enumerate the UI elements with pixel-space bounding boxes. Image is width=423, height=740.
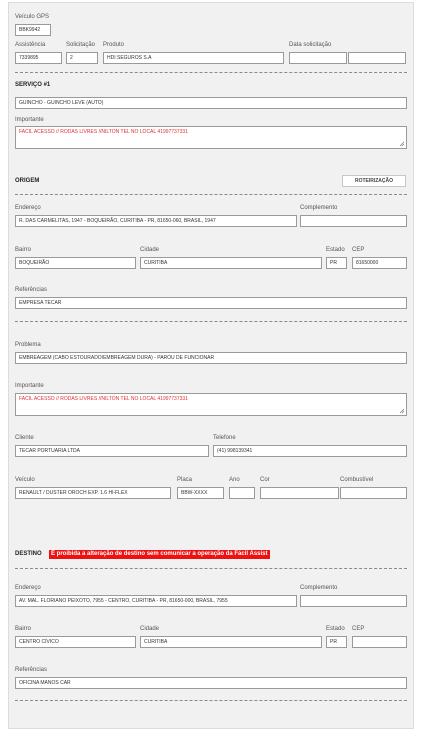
produto-field[interactable]: HDI SEGUROS S.A (103, 52, 284, 64)
solicitacao-label: Solicitação (66, 42, 96, 48)
servico-importante-textarea[interactable] (15, 126, 407, 149)
divider (15, 72, 407, 73)
origem-referencias-label: Referências (15, 287, 48, 293)
destino-endereco-field[interactable]: AV. MAL. FLORIANO PEIXOTO, 7955 - CENTRO, CURITIBA - PR, 81650-000, BRASIL, 7955 (15, 595, 297, 607)
destino-warning-badge: É proibida a alteração de destino sem comunicar a operação da Fácil Assist (51, 551, 268, 557)
destino-cidade-label: Cidade (140, 626, 160, 632)
produto-label: Produto (103, 42, 125, 48)
origem-cidade-field[interactable]: CURITIBA (140, 257, 322, 269)
origem-bairro-label: Bairro (15, 247, 32, 253)
data-solicitacao-label: Data solicitação (289, 42, 332, 48)
origem-bairro-field[interactable]: BOQUEIRÃO (15, 257, 136, 269)
resize-grip-icon[interactable] (399, 141, 405, 147)
combustivel-label: Combustível (340, 477, 374, 483)
assistencia-label: Assistência (15, 42, 46, 48)
combustivel-field[interactable] (340, 487, 407, 499)
veiculo-label: Veículo (15, 477, 35, 483)
origem-cep-field[interactable]: 81650000 (352, 257, 407, 269)
destino-referencias-label: Referências (15, 667, 48, 673)
servico-importante-label: Importante (15, 117, 44, 123)
origem-cep-label: CEP (352, 247, 365, 253)
telefone-field[interactable]: (41) 998139341 (213, 445, 407, 457)
destino-cidade-field[interactable]: CURITIBA (140, 636, 322, 648)
servico-title: SERVIÇO #1 (15, 82, 51, 88)
divider (15, 568, 407, 569)
destino-cep-label: CEP (352, 626, 365, 632)
problema-importante-label: Importante (15, 383, 44, 389)
cliente-label: Cliente (15, 435, 34, 441)
destino-estado-field[interactable]: PR (326, 636, 347, 648)
cor-field[interactable] (260, 487, 339, 499)
origem-complemento-label: Complemento (300, 205, 338, 211)
origem-estado-label: Estado (326, 247, 345, 253)
origem-endereco-field[interactable]: R. DAS CARMELITAS, 1947 - BOQUEIRÃO, CURITIBA - PR, 81650-060, BRASIL, 1947 (15, 215, 297, 227)
origem-title: ORIGEM (15, 178, 40, 184)
destino-bairro-label: Bairro (15, 626, 32, 632)
destino-estado-label: Estado (326, 626, 345, 632)
origem-referencias-field[interactable]: EMPRESA TECAR (15, 297, 407, 309)
servico-importante-text: FACIL ACESSO // RODAS LIVRES //NILTON TEL NO LOCAL 41997737331 (19, 129, 188, 135)
veiculo-field[interactable]: RENAULT / DUSTER OROCH EXP. 1.6 HI-FLEX (15, 487, 171, 499)
telefone-label: Telefone (213, 435, 236, 441)
gps-label: Veículo GPS (15, 14, 50, 20)
destino-complemento-label: Complemento (300, 585, 338, 591)
servico-tipo-field[interactable]: GUINCHO - GUINCHO LEVE (AUTO) (15, 97, 407, 109)
solicitacao-field[interactable]: 2 (66, 52, 98, 64)
destino-referencias-field[interactable]: OFICINA MANOS CAR (15, 677, 407, 689)
destino-title: DESTINO (15, 551, 42, 557)
destino-endereco-label: Endereço (15, 585, 41, 591)
destino-complemento-field[interactable] (300, 595, 407, 607)
divider (15, 700, 407, 701)
ano-field[interactable] (229, 487, 255, 499)
problema-field[interactable]: EMBREAGEM (CABO ESTOURADO/EMBREAGEM DURA) - PAROU DE FUNCIONAR (15, 352, 407, 364)
roteirizacao-button[interactable]: ROTEIRIZAÇÃO (342, 175, 406, 187)
problema-importante-text: FACIL ACESSO // RODAS LIVRES //NILTON TEL NO LOCAL 41997737331 (19, 396, 188, 402)
origem-complemento-field[interactable] (300, 215, 407, 227)
destino-bairro-field[interactable]: CENTRO CÍVICO (15, 636, 136, 648)
data-solicitacao-date-field[interactable] (289, 52, 347, 64)
ano-label: Ano (229, 477, 240, 483)
divider (15, 321, 407, 322)
origem-estado-field[interactable]: PR (326, 257, 347, 269)
assistencia-field[interactable]: 7339895 (15, 52, 62, 64)
problema-importante-textarea[interactable] (15, 393, 407, 416)
placa-label: Placa (177, 477, 193, 483)
placa-field[interactable]: BBW-XXXX (177, 487, 224, 499)
origem-endereco-label: Endereço (15, 205, 41, 211)
origem-cidade-label: Cidade (140, 247, 160, 253)
resize-grip-icon[interactable] (399, 408, 405, 414)
form-panel (8, 2, 414, 729)
destino-cep-field[interactable] (352, 636, 407, 648)
gps-field[interactable]: BBK9942 (15, 24, 51, 36)
data-solicitacao-time-field[interactable] (348, 52, 406, 64)
divider (15, 194, 407, 195)
cliente-field[interactable]: TECAR PORTUARIA LTDA (15, 445, 209, 457)
problema-label: Problema (15, 342, 41, 348)
cor-label: Cor (260, 477, 270, 483)
